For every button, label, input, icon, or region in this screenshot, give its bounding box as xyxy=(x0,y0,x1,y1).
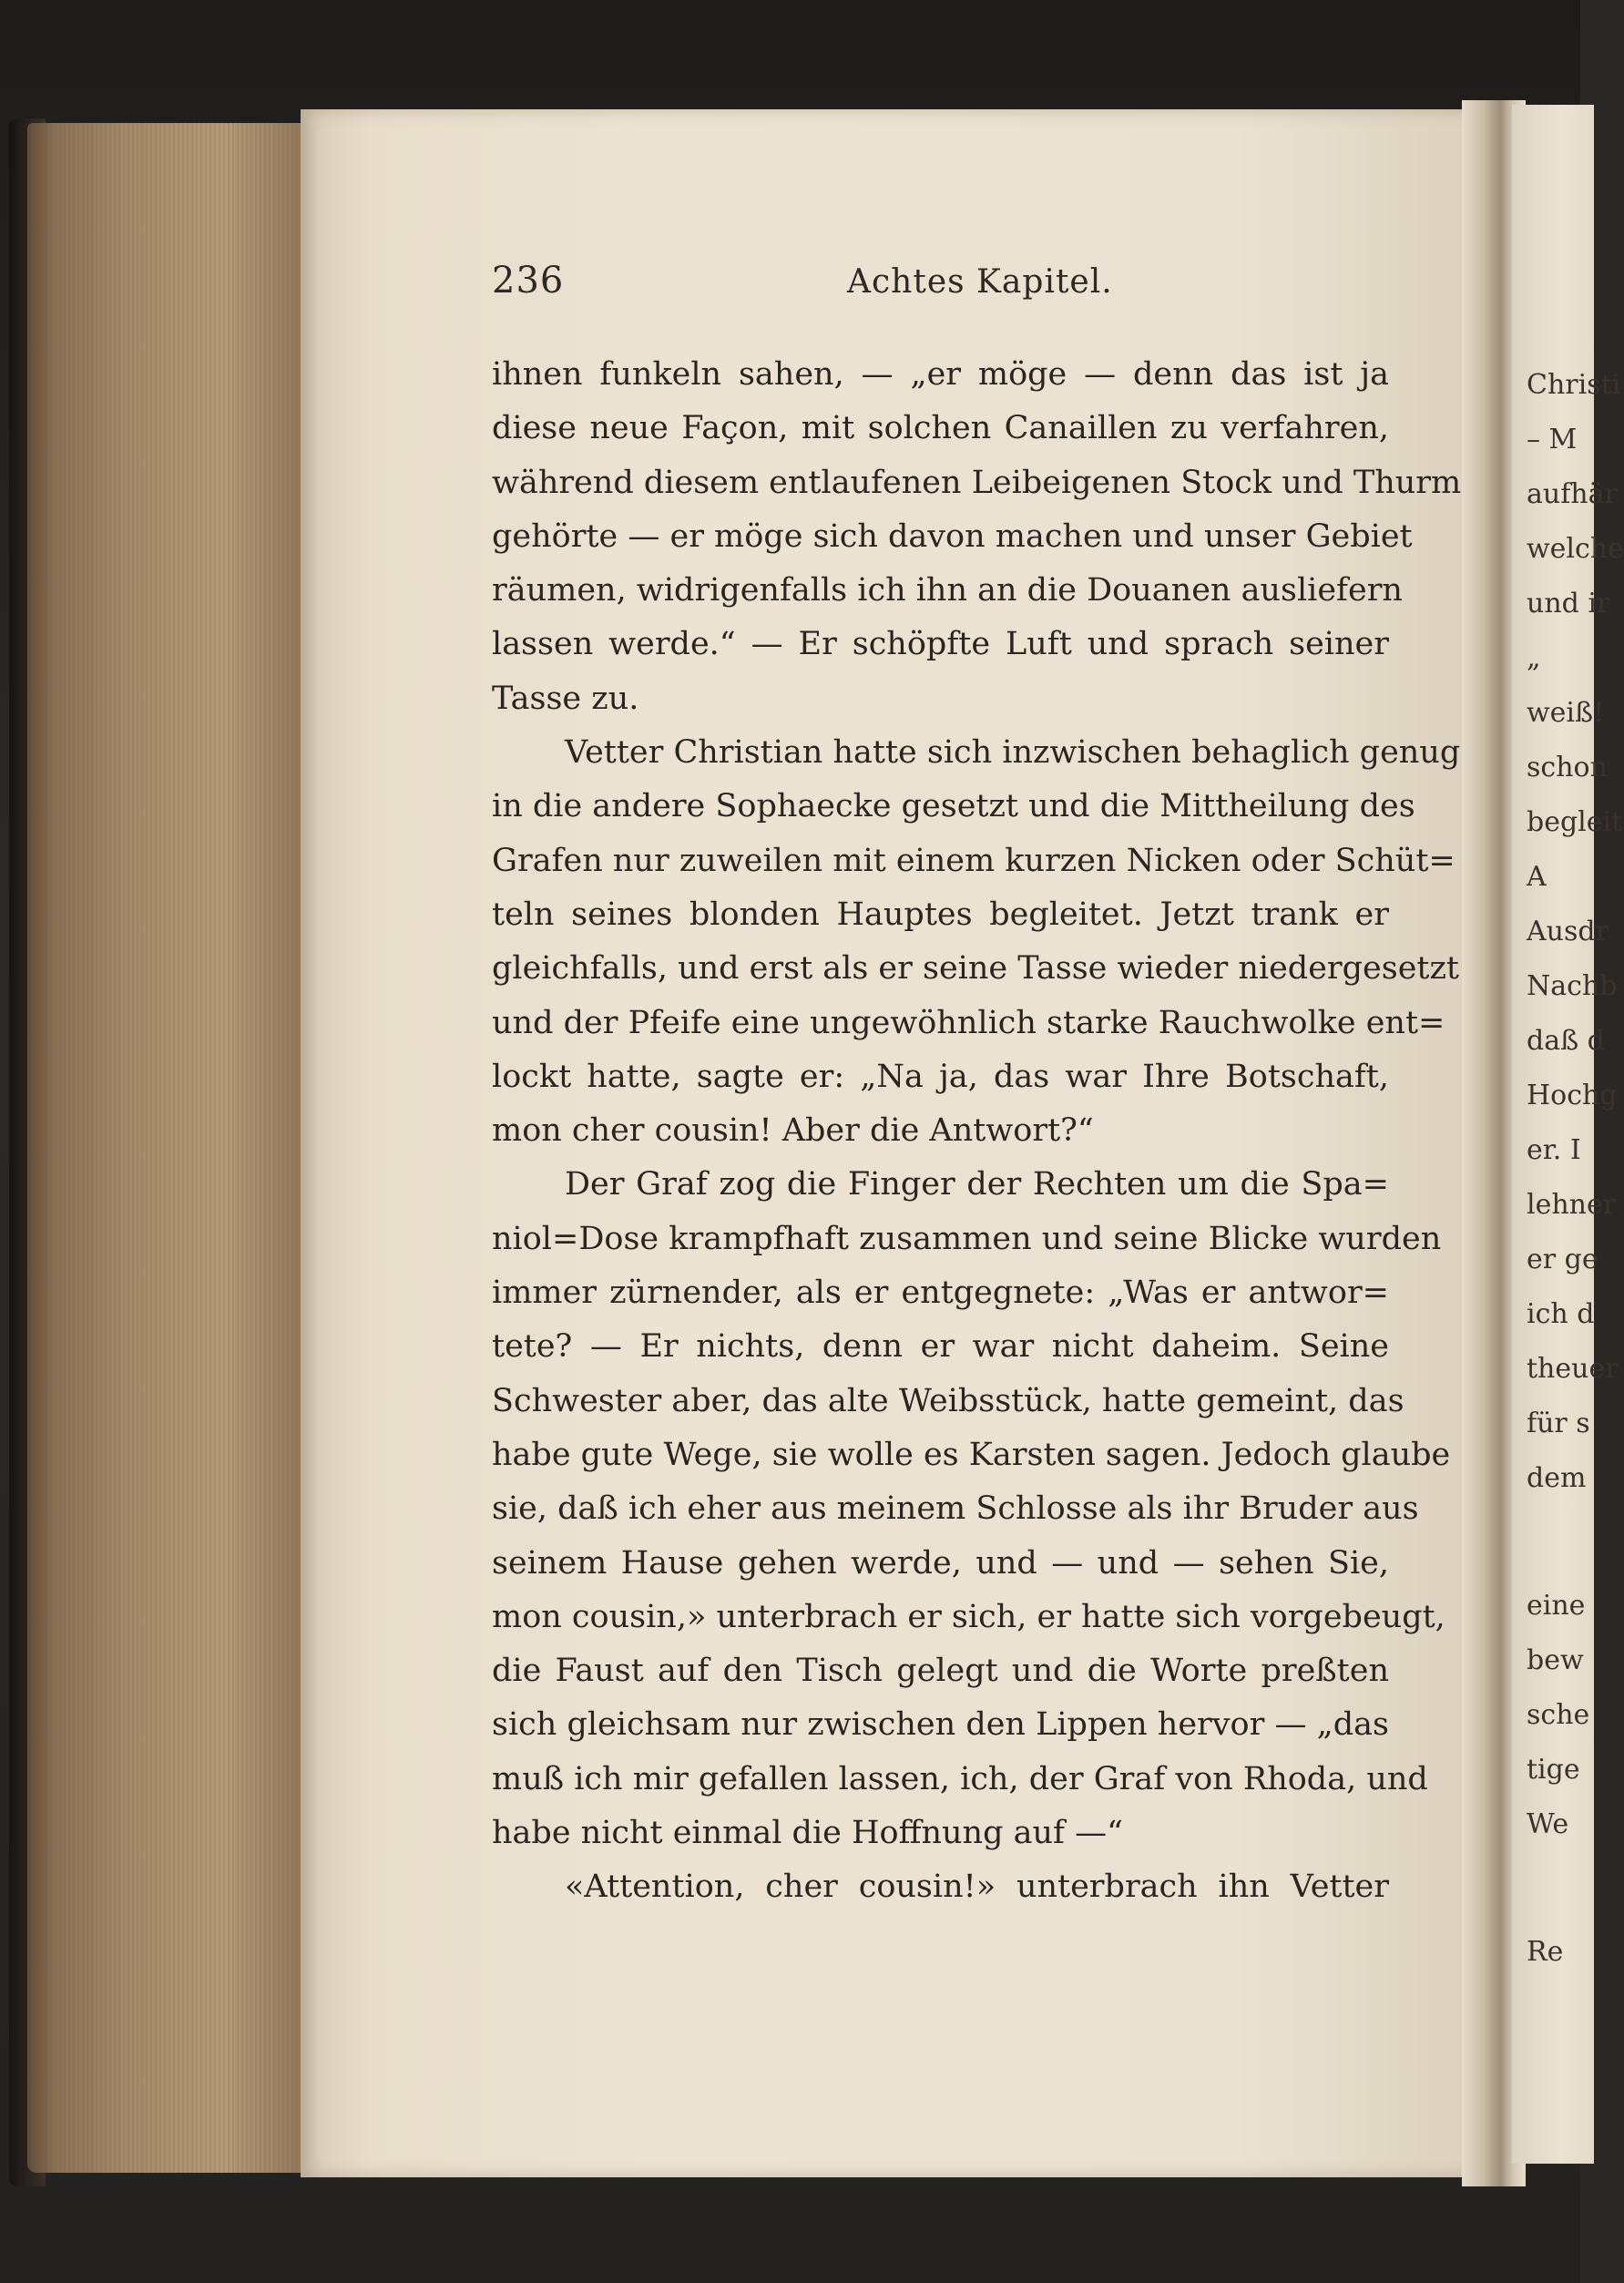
facing-line: aufhär xyxy=(1527,478,1618,510)
facing-line: Re xyxy=(1527,1936,1564,1968)
page-block-edge xyxy=(27,123,310,2173)
facing-line: Ausdr xyxy=(1527,916,1609,947)
facing-line: dem xyxy=(1527,1462,1587,1494)
text-line: habe gute Wege, sie wolle es Karsten sagen. Jedoch glaube xyxy=(492,1436,1451,1473)
text-line: seinem Hause gehen werde, und — und — sehen Sie, xyxy=(492,1544,1389,1582)
facing-line: für s xyxy=(1527,1408,1590,1439)
text-line: teln seines blonden Hauptes begleitet. Jetzt trank er xyxy=(492,896,1389,933)
text-line: muß ich mir gefallen lassen, ich, der Graf von Rhoda, und xyxy=(492,1760,1428,1797)
text-line: Grafen nur zuweilen mit einem kurzen Nicken oder Schüt= xyxy=(492,842,1455,879)
facing-line: schon xyxy=(1527,752,1608,783)
running-head: Achtes Kapitel. xyxy=(847,263,1113,301)
facing-line: sche xyxy=(1527,1699,1590,1731)
text-line: immer zürnender, als er entgegnete: „Was er antwor= xyxy=(492,1275,1389,1312)
text-line: lassen werde.“ — Er schöpfte Luft und sprach seiner xyxy=(492,626,1389,663)
facing-line: A xyxy=(1527,861,1547,893)
facing-line: Hochg xyxy=(1527,1080,1618,1111)
page-header xyxy=(492,260,1394,314)
body-text xyxy=(492,348,1462,1915)
text-line: sie, daß ich eher aus meinem Schlosse als ihr Bruder aus xyxy=(492,1490,1419,1528)
text-line: diese neue Façon, mit solchen Canaillen zu verfahren, xyxy=(492,410,1389,447)
text-line: ihnen funkeln sahen, — „er möge — denn das ist ja xyxy=(492,356,1389,393)
facing-line: We xyxy=(1527,1808,1569,1840)
text-line: Der Graf zog die Finger der Rechten um die Spa= xyxy=(565,1166,1389,1203)
facing-line: er ge xyxy=(1527,1244,1598,1275)
facing-line: Nachb xyxy=(1527,970,1618,1002)
facing-line: begleit xyxy=(1527,806,1623,838)
text-line: und der Pfeife eine ungewöhnlich starke Rauchwolke ent= xyxy=(492,1004,1445,1041)
text-line: gleichfalls, und erst als er seine Tasse wieder niedergesetzt xyxy=(492,950,1459,988)
text-line: lockt hatte, sagte er: „Na ja, das war Ihre Botschaft, xyxy=(492,1058,1389,1095)
facing-line: lehner xyxy=(1527,1189,1617,1221)
facing-line: und ir xyxy=(1527,588,1610,619)
text-line: Tasse zu. xyxy=(492,680,639,717)
facing-line: bew xyxy=(1527,1644,1584,1676)
facing-line: weiß! xyxy=(1527,697,1605,729)
facing-line: eine xyxy=(1527,1590,1586,1622)
text-line: «Attention, cher cousin!» unterbrach ihn Vetter xyxy=(565,1868,1389,1906)
text-line: Schwester aber, das alte Weibsstück, hatte gemeint, das xyxy=(492,1382,1404,1419)
facing-line: daß d xyxy=(1527,1025,1605,1057)
facing-line: er. I xyxy=(1527,1134,1581,1166)
text-line: sich gleichsam nur zwischen den Lippen hervor — „das xyxy=(492,1706,1389,1744)
facing-line: – M xyxy=(1527,424,1578,456)
facing-line: ich d xyxy=(1527,1298,1595,1330)
facing-line: tige xyxy=(1527,1754,1580,1786)
text-line: gehörte — er möge sich davon machen und unser Gebiet xyxy=(492,517,1413,555)
text-line: mon cher cousin! Aber die Antwort?“ xyxy=(492,1112,1094,1150)
text-line: mon cousin,» unterbrach er sich, er hatte sich vorgebeugt, xyxy=(492,1598,1445,1635)
text-line: die Faust auf den Tisch gelegt und die Worte preßten xyxy=(492,1653,1389,1690)
text-line: niol=Dose krampfhaft zusammen und seine Blicke wurden xyxy=(492,1220,1442,1257)
text-line: räumen, widrigenfalls ich ihn an die Douanen ausliefern xyxy=(492,572,1403,609)
facing-line: theuer xyxy=(1527,1353,1619,1385)
facing-page-fragment xyxy=(1512,105,1624,2164)
facing-line: welche xyxy=(1527,533,1624,565)
facing-line: Christi xyxy=(1527,369,1621,401)
text-line: in die andere Sophaecke gesetzt und die Mittheilung des xyxy=(492,788,1415,825)
text-line: tete? — Er nichts, denn er war nicht daheim. Seine xyxy=(492,1328,1389,1366)
text-line: Vetter Christian hatte sich inzwischen behaglich genug xyxy=(565,734,1461,772)
page-number: 236 xyxy=(492,260,565,302)
text-line: während diesem entlaufenen Leibeigenen Stock und Thurm xyxy=(492,464,1462,501)
text-line: habe nicht einmal die Hoffnung auf —“ xyxy=(492,1815,1123,1852)
facing-line: „ xyxy=(1527,642,1541,674)
